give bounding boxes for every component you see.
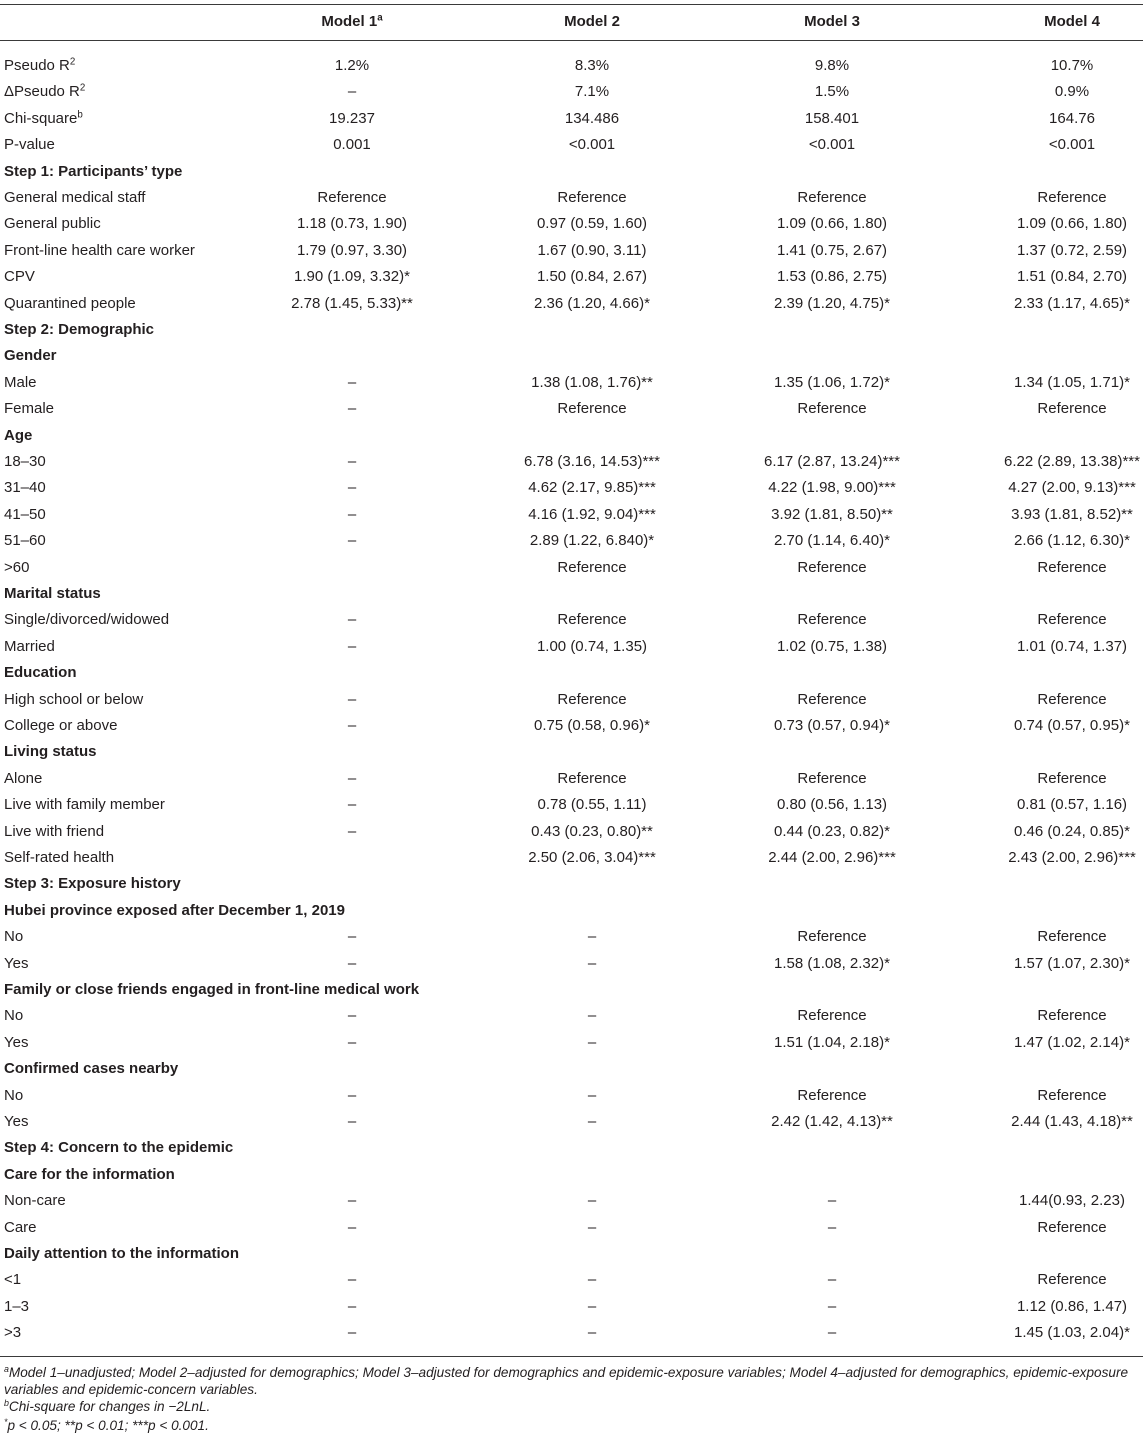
cell-model2: Reference <box>557 769 627 787</box>
cell-model4: 3.93 (1.81, 8.52)** <box>1011 505 1133 523</box>
cell-model4: Reference <box>1037 1086 1107 1104</box>
cell-model4: 1.45 (1.03, 2.04)* <box>1014 1324 1130 1342</box>
cell-model4: 0.46 (0.24, 0.85)* <box>1014 822 1130 840</box>
cell-model1: – <box>347 611 357 629</box>
row-label: CPV <box>4 268 35 286</box>
cell-model4: <0.001 <box>1048 136 1096 154</box>
cell-model2: 4.62 (2.17, 9.85)*** <box>528 479 656 497</box>
row-label: Male <box>4 373 37 391</box>
cell-model1: 0.001 <box>333 136 371 154</box>
cell-model2: Reference <box>557 558 627 576</box>
cell-model3: Reference <box>797 690 867 708</box>
cell-model3: 3.92 (1.81, 8.50)** <box>771 505 893 523</box>
cell-model4: 1.37 (0.72, 2.59) <box>1016 241 1128 259</box>
row-label: 41–50 <box>4 505 46 523</box>
table-row <box>0 819 1143 845</box>
cell-model1: – <box>347 1324 357 1342</box>
table-row <box>0 396 1143 422</box>
section-heading: Daily attention to the information <box>4 1245 239 1262</box>
table-row <box>0 106 1143 132</box>
section-heading: Education <box>4 664 77 682</box>
cell-model3: 0.44 (0.23, 0.82)* <box>774 822 890 840</box>
cell-model4: 1.44(0.93, 2.23) <box>1019 1192 1125 1210</box>
cell-model2: 1.50 (0.84, 2.67) <box>536 268 648 286</box>
row-label: Non-care <box>4 1192 66 1210</box>
cell-model2: 2.89 (1.22, 6.840)* <box>529 532 655 550</box>
cell-model4: 0.74 (0.57, 0.95)* <box>1014 717 1130 734</box>
cell-model3: 6.17 (2.87, 13.24)*** <box>764 453 900 470</box>
row-label: Yes <box>4 954 29 972</box>
footnote-significance: *p < 0.05; **p < 0.01; ***p < 0.001. <box>4 1417 209 1433</box>
cell-model2: 2.36 (1.20, 4.66)* <box>534 294 650 312</box>
row-label: ΔPseudo $R^2$ <box>4 83 86 101</box>
cell-model1: Reference <box>317 189 387 206</box>
footnote-a: $^a$Model 1–unadjusted; Model 2–adjusted for demographics; Model 3–adjusted for demographics and epidemic-exposure variables; Model 4–adjusted for demographics, epidemic-exposure variables and epidemic-concern variables. <box>4 1364 1129 1397</box>
cell-model4: 0.81 (0.57, 1.16) <box>1016 796 1128 814</box>
cell-model3: 1.58 (1.08, 2.32)* <box>774 954 890 972</box>
row-label: Self-rated health <box>4 849 115 866</box>
section-heading-row <box>0 1162 1143 1188</box>
table-row <box>0 132 1143 158</box>
section-heading-row <box>0 898 1143 924</box>
cell-model3: 2.44 (2.00, 2.96)*** <box>768 849 896 866</box>
cell-model2: <0.001 <box>568 136 616 154</box>
row-label: Front-line health care worker <box>4 241 195 259</box>
table-row <box>0 792 1143 818</box>
table-row <box>0 713 1143 739</box>
cell-model4: Reference <box>1037 1271 1107 1289</box>
table-row <box>0 185 1143 211</box>
cell-model1: – <box>347 769 357 787</box>
row-label: Alone <box>4 769 43 787</box>
section-heading-row <box>0 343 1143 369</box>
table-row <box>0 238 1143 264</box>
cell-model2: – <box>587 1192 597 1210</box>
table-row <box>0 766 1143 792</box>
section-heading: Gender <box>4 347 57 365</box>
cell-model1: – <box>347 822 357 840</box>
cell-model3: 1.09 (0.66, 1.80) <box>776 215 888 233</box>
table-row <box>0 1320 1143 1346</box>
row-label: General medical staff <box>4 189 146 206</box>
section-heading: Step 4: Concern to the epidemic <box>4 1139 234 1157</box>
row-label: 18–30 <box>4 453 46 470</box>
column-header-model2: Model 2 <box>564 13 620 30</box>
cell-model2: – <box>587 954 597 972</box>
row-label: No <box>4 1007 24 1025</box>
cell-model4: 1.34 (1.05, 1.71)* <box>1014 373 1130 391</box>
table-row <box>0 449 1143 475</box>
table-header-row <box>0 9 1143 35</box>
cell-model3: 1.02 (0.75, 1.38) <box>776 637 888 655</box>
row-label: 31–40 <box>4 479 46 497</box>
cell-model3: Reference <box>797 1086 867 1104</box>
table-row <box>0 528 1143 554</box>
cell-model1: 2.78 (1.45, 5.33)** <box>291 294 413 312</box>
table-row <box>0 53 1143 79</box>
cell-model4: Reference <box>1037 690 1107 708</box>
cell-model1: 1.2% <box>334 57 370 74</box>
cell-model1: – <box>347 954 357 972</box>
cell-model1: – <box>347 505 357 523</box>
cell-model2: – <box>587 1324 597 1342</box>
row-label: Yes <box>4 1033 29 1051</box>
row-label: Quarantined people <box>4 294 136 312</box>
cell-model2: – <box>587 1113 597 1130</box>
table-row <box>0 1030 1143 1056</box>
cell-model3: Reference <box>797 611 867 629</box>
cell-model1: – <box>347 400 357 418</box>
table-row <box>0 211 1143 237</box>
table-row <box>0 1109 1143 1135</box>
row-label: Married <box>4 637 55 655</box>
cell-model4: 6.22 (2.89, 13.38)*** <box>1004 453 1140 470</box>
cell-model2: 8.3% <box>574 57 610 74</box>
cell-model1: – <box>347 637 357 655</box>
cell-model3: Reference <box>797 1007 867 1025</box>
table-bottom-rule <box>0 1356 1143 1357</box>
cell-model2: 0.75 (0.58, 0.96)* <box>534 717 650 734</box>
table-row <box>0 1294 1143 1320</box>
cell-model1: – <box>347 373 357 391</box>
table-row <box>0 370 1143 396</box>
cell-model4: 1.01 (0.74, 1.37) <box>1016 637 1128 655</box>
cell-model3: 1.53 (0.86, 2.75) <box>776 268 888 286</box>
section-heading: Marital status <box>4 585 101 602</box>
row-label: Female <box>4 400 55 418</box>
row-label: <1 <box>4 1271 22 1289</box>
cell-model2: 1.67 (0.90, 3.11) <box>537 241 647 259</box>
cell-model3: – <box>827 1297 837 1315</box>
cell-model2: – <box>587 1271 597 1289</box>
section-heading-row <box>0 159 1143 185</box>
cell-model2: 1.00 (0.74, 1.35) <box>536 637 648 655</box>
section-heading-row <box>0 317 1143 343</box>
cell-model2: – <box>587 1033 597 1051</box>
cell-model4: 10.7% <box>1050 57 1094 74</box>
cell-model1: – <box>347 717 357 734</box>
section-heading-row <box>0 660 1143 686</box>
cell-model4: 2.44 (1.43, 4.18)** <box>1011 1113 1133 1130</box>
cell-model2: 0.97 (0.59, 1.60) <box>536 215 648 233</box>
section-heading: Age <box>4 426 33 444</box>
cell-model3: 1.41 (0.75, 2.67) <box>776 241 888 259</box>
table-row <box>0 502 1143 528</box>
cell-model4: Reference <box>1037 189 1107 206</box>
cell-model1: – <box>347 83 357 101</box>
section-heading-row <box>0 1056 1143 1082</box>
table-row <box>0 1267 1143 1293</box>
table-row <box>0 1215 1143 1241</box>
cell-model4: 1.57 (1.07, 2.30)* <box>1014 954 1130 972</box>
section-heading: Step 3: Exposure history <box>4 875 181 893</box>
table-row <box>0 555 1143 581</box>
cell-model4: 1.47 (1.02, 2.14)* <box>1014 1033 1130 1051</box>
row-label: >60 <box>4 558 30 576</box>
row-label: 1–3 <box>4 1297 30 1315</box>
cell-model3: 1.35 (1.06, 1.72)* <box>774 373 890 391</box>
cell-model1: – <box>347 1192 357 1210</box>
section-heading-row <box>0 423 1143 449</box>
row-label: High school or below <box>4 690 144 708</box>
cell-model2: 1.38 (1.08, 1.76)** <box>531 373 653 391</box>
cell-model3: Reference <box>797 189 867 206</box>
cell-model3: 9.8% <box>814 57 850 74</box>
section-heading-row <box>0 1135 1143 1161</box>
cell-model2: Reference <box>557 611 627 629</box>
cell-model4: Reference <box>1037 611 1107 629</box>
cell-model3: – <box>827 1271 837 1289</box>
cell-model4: Reference <box>1037 400 1107 418</box>
cell-model2: 4.16 (1.92, 9.04)*** <box>528 505 656 523</box>
section-heading-row <box>0 739 1143 765</box>
cell-model4: 2.33 (1.17, 4.65)* <box>1014 294 1130 312</box>
cell-model2: – <box>587 1218 597 1236</box>
section-heading: Hubei province exposed after December 1, 2019 <box>4 901 345 919</box>
cell-model2: – <box>587 1297 597 1315</box>
cell-model3: Reference <box>797 769 867 787</box>
table-row <box>0 687 1143 713</box>
cell-model1: – <box>347 1218 357 1236</box>
table-row <box>0 951 1143 977</box>
table-row <box>0 475 1143 501</box>
cell-model4: 0.9% <box>1054 83 1090 101</box>
cell-model4: Reference <box>1037 558 1107 576</box>
row-label: Chi-square$^b$ <box>4 109 83 127</box>
cell-model2: 2.50 (2.06, 3.04)*** <box>528 849 656 866</box>
table-top-rule <box>0 4 1143 5</box>
cell-model2: – <box>587 1007 597 1025</box>
cell-model1: – <box>347 453 357 470</box>
table-row <box>0 634 1143 660</box>
cell-model3: 4.22 (1.98, 9.00)*** <box>768 479 896 497</box>
row-label: No <box>4 1086 24 1104</box>
cell-model1: – <box>347 1033 357 1051</box>
cell-model3: <0.001 <box>808 136 856 154</box>
section-heading-row <box>0 871 1143 897</box>
cell-model4: Reference <box>1037 1007 1107 1025</box>
section-heading: Family or close friends engaged in front-line medical work <box>4 981 420 998</box>
table-row <box>0 291 1143 317</box>
cell-model2: Reference <box>557 690 627 708</box>
cell-model1: – <box>347 1113 357 1130</box>
cell-model4: Reference <box>1037 769 1107 787</box>
row-label: Pseudo $R^2$ <box>4 56 76 74</box>
table-row <box>0 264 1143 290</box>
cell-model2: 0.43 (0.23, 0.80)** <box>531 822 653 840</box>
cell-model2: 134.486 <box>564 109 620 127</box>
cell-model3: – <box>827 1192 837 1210</box>
cell-model3: 0.73 (0.57, 0.94)* <box>774 717 890 734</box>
cell-model3: 1.51 (1.04, 2.18)* <box>774 1033 890 1051</box>
cell-model2: Reference <box>557 400 627 418</box>
cell-model4: Reference <box>1037 928 1107 946</box>
cell-model4: 2.43 (2.00, 2.96)*** <box>1008 849 1136 866</box>
section-heading: Step 2: Demographic <box>4 321 155 338</box>
cell-model1: – <box>347 928 357 946</box>
cell-model3: 158.401 <box>804 109 860 127</box>
cell-model1: – <box>347 1086 357 1104</box>
row-label: College or above <box>4 717 118 734</box>
cell-model2: Reference <box>557 189 627 206</box>
cell-model3: 1.5% <box>814 83 850 101</box>
cell-model1: 1.90 (1.09, 3.32)* <box>294 268 410 286</box>
cell-model1: – <box>347 1271 357 1289</box>
cell-model3: 2.42 (1.42, 4.13)** <box>771 1113 893 1130</box>
section-heading-row <box>0 1241 1143 1267</box>
cell-model4: Reference <box>1037 1218 1107 1236</box>
table-row <box>0 1003 1143 1029</box>
table-row <box>0 924 1143 950</box>
cell-model4: 164.76 <box>1049 109 1095 127</box>
cell-model1: 1.18 (0.73, 1.90) <box>296 215 408 233</box>
table-row <box>0 607 1143 633</box>
table-row <box>0 845 1143 871</box>
cell-model3: Reference <box>797 400 867 418</box>
row-label: General public <box>4 215 101 233</box>
row-label: >3 <box>4 1324 22 1342</box>
cell-model3: 2.39 (1.20, 4.75)* <box>774 294 890 312</box>
table-row <box>0 1083 1143 1109</box>
header-rule <box>0 40 1143 41</box>
cell-model4: 4.27 (2.00, 9.13)*** <box>1008 479 1136 497</box>
footnote-b: $^b$Chi-square for changes in −2LnL. <box>4 1398 211 1414</box>
row-label: Live with friend <box>4 822 105 840</box>
row-label: Care <box>4 1218 37 1236</box>
cell-model4: 1.09 (0.66, 1.80) <box>1016 215 1128 233</box>
section-heading: Care for the information <box>4 1165 175 1183</box>
cell-model3: 0.80 (0.56, 1.13) <box>776 796 888 814</box>
row-label: 51–60 <box>4 532 46 550</box>
cell-model2: – <box>587 928 597 946</box>
cell-model1: – <box>347 1297 357 1315</box>
cell-model2: 0.78 (0.55, 1.11) <box>537 796 647 814</box>
cell-model2: – <box>587 1086 597 1104</box>
cell-model1: – <box>347 690 357 708</box>
cell-model4: 1.51 (0.84, 2.70) <box>1016 268 1128 286</box>
cell-model3: Reference <box>797 928 867 946</box>
row-label: No <box>4 928 24 946</box>
section-heading: Confirmed cases nearby <box>4 1060 179 1078</box>
column-header-model4: Model 4 <box>1044 13 1100 30</box>
row-label: Live with family member <box>4 796 165 814</box>
column-header-model1: Model 1$^a$ <box>321 12 383 30</box>
cell-model3: – <box>827 1218 837 1236</box>
column-header-model3: Model 3 <box>804 13 860 30</box>
cell-model1: 19.237 <box>329 109 375 127</box>
table-row <box>0 1188 1143 1214</box>
table-row <box>0 79 1143 105</box>
row-label: Yes <box>4 1113 29 1130</box>
cell-model3: Reference <box>797 558 867 576</box>
cell-model1: 1.79 (0.97, 3.30) <box>296 241 408 259</box>
cell-model1: – <box>347 796 357 814</box>
row-label: P-value <box>4 136 55 154</box>
cell-model1: – <box>347 479 357 497</box>
section-heading-row <box>0 977 1143 1003</box>
cell-model2: 6.78 (3.16, 14.53)*** <box>524 453 660 470</box>
section-heading: Step 1: Participants’ type <box>4 162 183 180</box>
cell-model1: – <box>347 532 357 550</box>
cell-model4: 1.12 (0.86, 1.47) <box>1016 1297 1128 1315</box>
row-label: Single/divorced/widowed <box>4 611 170 629</box>
cell-model3: 2.70 (1.14, 6.40)* <box>774 532 890 550</box>
cell-model2: 7.1% <box>574 83 610 101</box>
cell-model1: – <box>347 1007 357 1025</box>
cell-model4: 2.66 (1.12, 6.30)* <box>1014 532 1130 550</box>
section-heading: Living status <box>4 743 97 761</box>
section-heading-row <box>0 581 1143 607</box>
cell-model3: – <box>827 1324 837 1342</box>
